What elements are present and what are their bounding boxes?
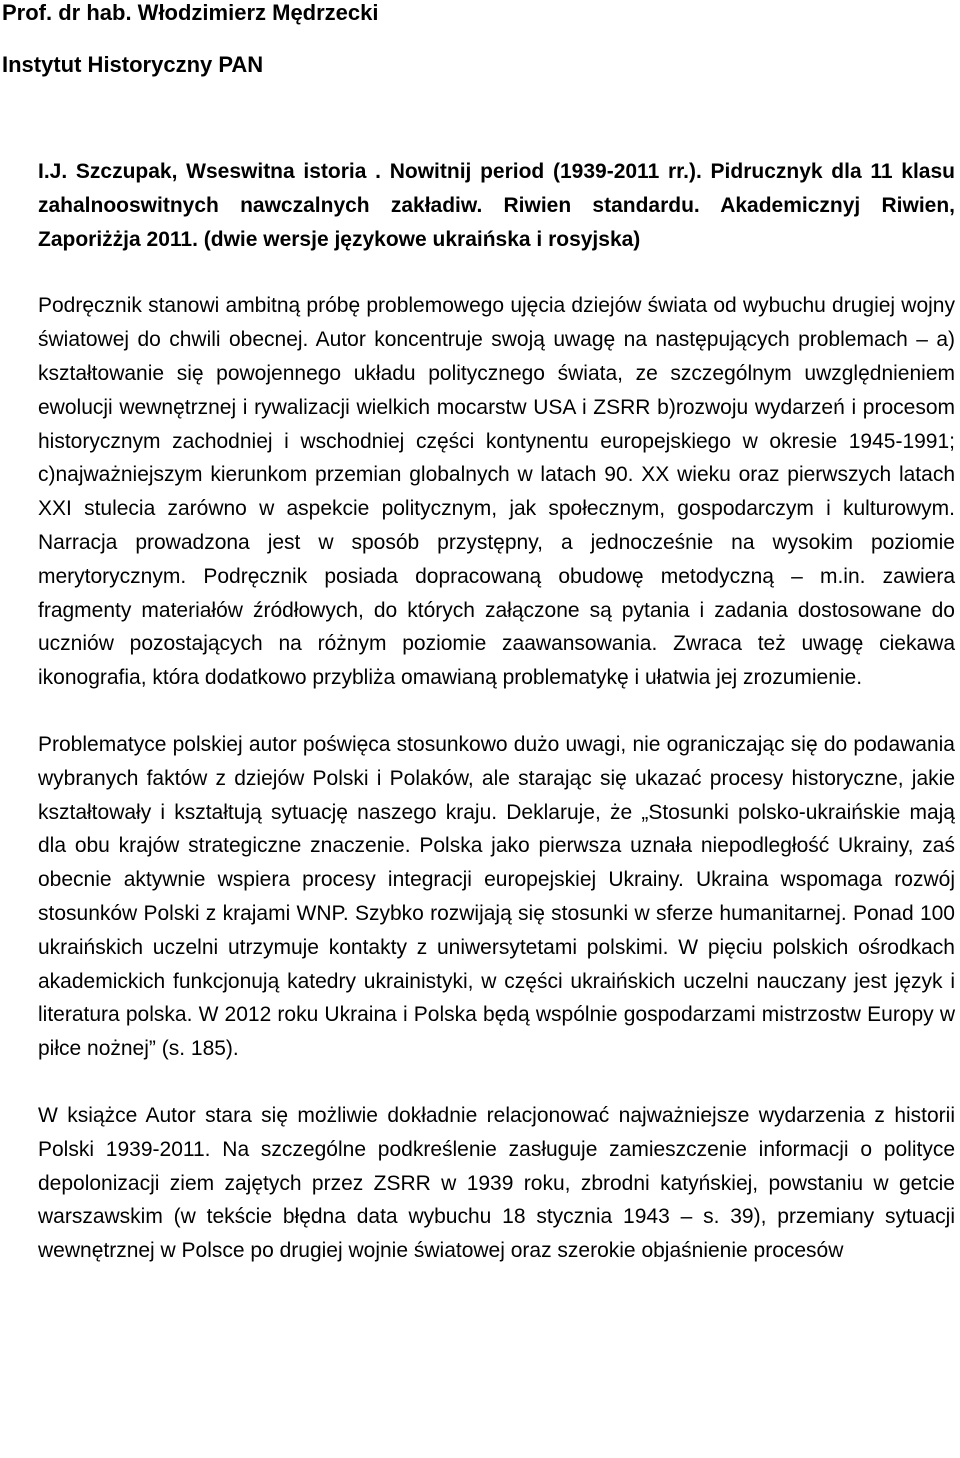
author-name: Prof. dr hab. Włodzimierz Mędrzecki [2,0,379,25]
review-body [38,155,955,1268]
spacer [38,256,955,289]
spacer [38,695,955,728]
spacer [38,1066,955,1099]
author-institution: Instytut Historyczny PAN [2,52,264,77]
review-paragraph-2: Problematyce polskiej autor poświęca stosunkowo dużo uwagi, nie ograniczając się do podawania wybranych faktów z dziejów Polski i Polaków, ale starając się ukazać procesy historyczne, jakie kształtowały i kształtują sytuację naszego kraju. Deklaruje, że „Stosunki polsko-ukraińskie mają dla obu krajów strategiczne znaczenie. Polska jako pierwsza uznała niepodległość Ukrainy, zaś obecnie aktywnie wspiera procesy integracji europejskiej Ukrainy. Ukraina wspomaga rozwój stosunków Polski z krajami WNP. Szybko rozwijają się stosunki w sferze humanitarnej. Ponad 100 ukraińskich uczelni utrzymuje kontakty z uniwersytetami polskimi. W pięciu polskich ośrodkach akademickich funkcjonują katedry ukrainistyki, w części ukraińskich uczelni nauczany jest język i literatura polska. W 2012 roku Ukraina i Polska będą wspólnie gospodarzami mistrzostw Europy w piłce nożnej” (s. 185). [38,732,955,1061]
review-paragraph-1: Podręcznik stanowi ambitną próbę problemowego ujęcia dziejów świata od wybuchu drugiej wojny światowej do chwili obecnej. Autor koncentruje swoją uwagę na następujących problemach – a) kształtowanie się powojennego układu politycznego świata, ze szczególnym uwzględnieniem ewolucji wewnętrznej i rywalizacji wielkich mocarstw USA i ZSRR b)rozwoju wydarzeń i procesom historycznym zachodniej i wschodniej części kontynentu europejskiego w okresie 1945-1991; c)najważniejszym kierunkom przemian globalnych w latach 90. XX wieku oraz pierwszych latach XXI stulecia zarówno w aspekcie politycznym, jak społecznym, gospodarczym i kulturowym. Narracja prowadzona jest w sposób przystępny, a jednocześnie na wysokim poziomie merytorycznym. Podręcznik posiada dopracowaną obudowę metodyczną – m.in. zawiera fragmenty materiałów źródłowych, do których załączone są pytania i zadania dostosowane do uczniów pozostających na różnym poziomie zaawansowania. Zwraca też uwagę ciekawa ikonografia, która dodatkowo przybliża omawianą problematykę i ułatwia jej zrozumienie. [38,294,955,690]
reviewed-book-title: I.J. Szczupak, Wseswitna istoria . Nowitnij period (1939-2011 rr.). Pidrucznyk dla 11 klasu zahalnooswitnych nawczalnych zakładiw. Riwien standardu. Akademicznyj Riwien, Zaporiżżja 2011. (dwie wersje językowe ukraińska i rosyjska) [38,160,955,251]
review-paragraph-3: W książce Autor stara się możliwie dokładnie relacjonować najważniejsze wydarzenia z historii Polski 1939-2011. Na szczególne podkreślenie zasługuje zamieszczenie informacji o polityce depolonizacji ziem zajętych przez ZSRR w 1939 roku, zbrodni katyńskiej, powstaniu w getcie warszawskim (w tekście błędna data wybuchu 18 stycznia 1943 – s. 39), przemiany sytuacji wewnętrznej w Polsce po drugiej wojnie światowej oraz szerokie objaśnienie procesów [38,1103,955,1263]
